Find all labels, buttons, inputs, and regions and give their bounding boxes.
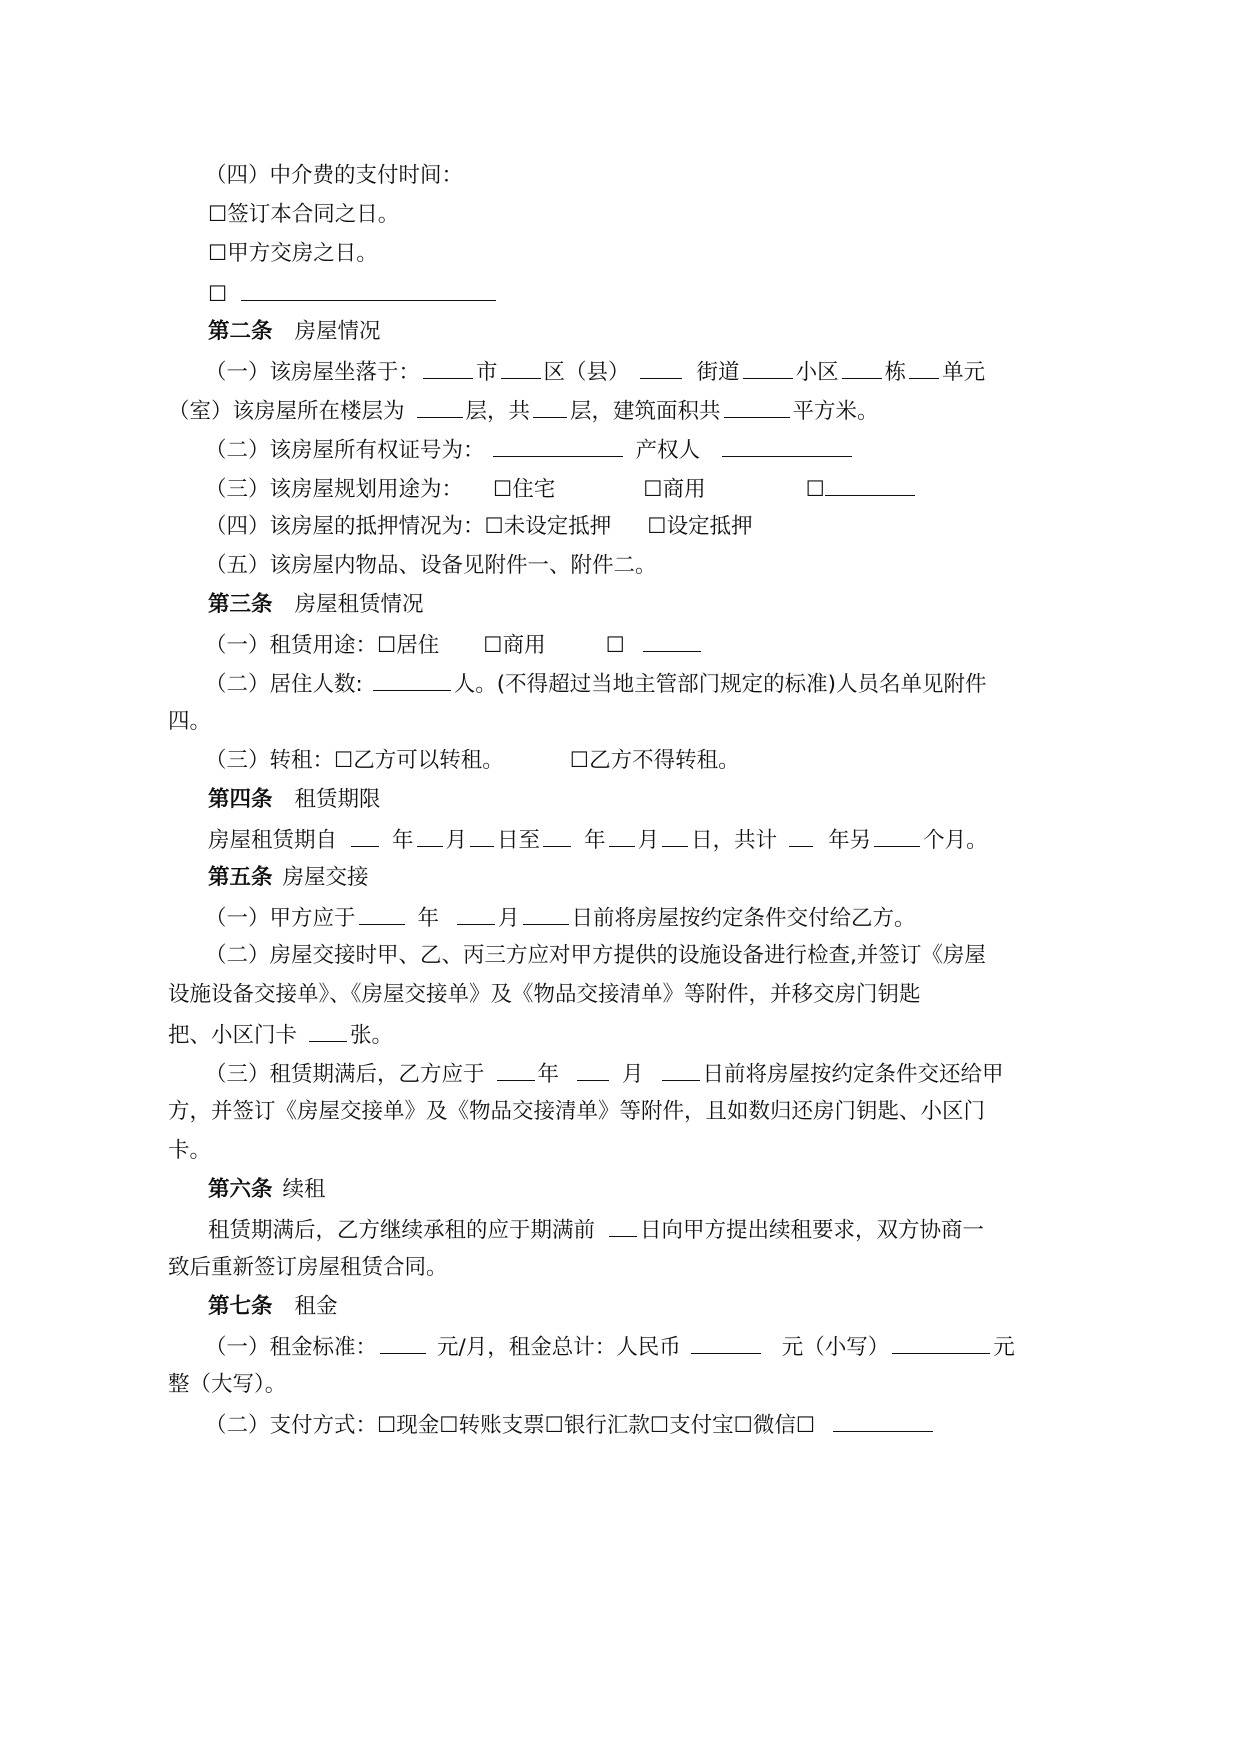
floor-blank[interactable] bbox=[417, 395, 463, 418]
total-rent-figures-blank[interactable] bbox=[691, 1331, 761, 1354]
purpose-residential-option[interactable]: ☐居住 bbox=[377, 633, 440, 658]
total-months-blank[interactable] bbox=[874, 824, 920, 847]
sublease-allowed-option[interactable]: ☐乙方可以转租。 bbox=[334, 748, 504, 773]
start-day-blank[interactable] bbox=[470, 824, 494, 847]
occupants-line-cont: 四。 bbox=[168, 709, 212, 734]
start-year-blank[interactable] bbox=[351, 824, 379, 847]
end-year-blank[interactable] bbox=[543, 824, 571, 847]
handover-inspection-line-1: （二）房屋交接时甲、乙、丙三方应对甲方提供的设施设备进行检查,并签订《房屋 bbox=[205, 943, 986, 968]
planned-use-line: （三）该房屋规划用途为： ☐住宅 ☐商用 ☐ bbox=[205, 473, 1240, 505]
renewal-line-1: 租赁期满后，乙方继续承租的应于期满前 日向甲方提出续租要求，双方协商一 bbox=[208, 1214, 1240, 1246]
appliances-line: （五）该房屋内物品、设备见附件一、附件二。 bbox=[205, 553, 657, 578]
handover-inspection-line-2: 设施设备交接单》、《房屋交接单》及《物品交接清单》等附件，并移交房门钥匙 bbox=[168, 982, 921, 1007]
total-years-blank[interactable] bbox=[789, 824, 813, 847]
agency-fee-option-handover-date[interactable]: ☐甲方交房之日。 bbox=[208, 241, 378, 266]
purpose-commercial-option[interactable]: ☐商用 bbox=[483, 633, 546, 658]
payment-method-options[interactable]: ☐现金☐转账支票☐银行汇款☐支付宝☐微信☐ bbox=[377, 1413, 816, 1438]
house-location-line: （一）该房屋坐落于： 市 区（县） 街道 小区 栋 单元 bbox=[205, 356, 1240, 388]
monthly-rent-blank[interactable] bbox=[380, 1331, 426, 1354]
total-floors-blank[interactable] bbox=[533, 395, 567, 418]
payment-method-line: （二）支付方式：☐现金☐转账支票☐银行汇款☐支付宝☐微信☐ bbox=[205, 1409, 1240, 1441]
use-residential-option[interactable]: ☐住宅 bbox=[493, 477, 556, 502]
end-month-blank[interactable] bbox=[609, 824, 635, 847]
handover-inspection-line-3: 把、小区门卡 张。 bbox=[168, 1019, 1240, 1051]
use-commercial-option[interactable]: ☐商用 bbox=[643, 477, 706, 502]
occupants-line: （二）居住人数: 人。(不得超过当地主管部门规定的标准)人员名单见附件 bbox=[205, 668, 1240, 700]
renewal-days-blank[interactable] bbox=[609, 1214, 637, 1237]
handover-month-blank[interactable] bbox=[457, 902, 495, 925]
community-blank[interactable] bbox=[743, 356, 793, 379]
agency-fee-option-other[interactable]: ☐ bbox=[208, 278, 1240, 310]
sublease-line: （三）转租：☐乙方可以转租。 ☐乙方不得转租。 bbox=[205, 748, 740, 773]
return-day-blank[interactable] bbox=[662, 1058, 700, 1081]
house-floor-line: （室）该房屋所在楼层为 层，共 层，建筑面积共 平方米。 bbox=[168, 395, 1240, 427]
use-other-blank[interactable] bbox=[825, 473, 915, 496]
article-6-heading: 第六条 续租 bbox=[208, 1177, 326, 1202]
purpose-other-blank[interactable] bbox=[643, 629, 701, 652]
keycard-count-blank[interactable] bbox=[309, 1019, 347, 1042]
start-month-blank[interactable] bbox=[417, 824, 443, 847]
use-other-option[interactable]: ☐ bbox=[805, 477, 825, 502]
return-line-2: 方，并签订《房屋交接单》及《物品交接清单》等附件，且如数归还房门钥匙、小区门 bbox=[168, 1099, 986, 1124]
agency-fee-other-blank[interactable] bbox=[241, 278, 496, 301]
rent-standard-line: （一）租金标准： 元/月，租金总计：人民币 元（小写） 元 bbox=[205, 1331, 1240, 1363]
district-blank[interactable] bbox=[501, 356, 541, 379]
return-month-blank[interactable] bbox=[577, 1058, 609, 1081]
renewal-line-2: 致后重新签订房屋租赁合同。 bbox=[168, 1255, 448, 1280]
mortgage-set-option[interactable]: ☐设定抵押 bbox=[647, 514, 753, 539]
mortgage-line: （四）该房屋的抵押情况为：☐未设定抵押 ☐设定抵押 bbox=[205, 514, 753, 539]
article-4-heading: 第四条 租赁期限 bbox=[208, 787, 381, 812]
lease-term-line: 房屋租赁期自 年 月 日至 年 月 日，共计 年另 个月。 bbox=[208, 824, 1240, 856]
purpose-other-option[interactable]: ☐ bbox=[605, 633, 625, 658]
agency-fee-option-sign-date[interactable]: ☐签订本合同之日。 bbox=[208, 202, 400, 227]
cert-number-blank[interactable] bbox=[493, 434, 623, 457]
handover-year-blank[interactable] bbox=[359, 902, 405, 925]
ownership-cert-line: （二）该房屋所有权证号为： 产权人 bbox=[205, 434, 1240, 466]
return-year-blank[interactable] bbox=[497, 1058, 535, 1081]
street-blank[interactable] bbox=[640, 356, 682, 379]
rent-standard-line-2: 整（大写）。 bbox=[168, 1372, 287, 1397]
handover-date-line: （一）甲方应于 年 月 日前将房屋按约定条件交付给乙方。 bbox=[205, 902, 1240, 934]
end-day-blank[interactable] bbox=[662, 824, 688, 847]
return-date-line: （三）租赁期满后，乙方应于 年 月 日前将房屋按约定条件交还给甲 bbox=[205, 1058, 1240, 1090]
return-line-3: 卡。 bbox=[168, 1138, 212, 1163]
article-7-heading: 第七条 租金 bbox=[208, 1294, 338, 1319]
article-2-heading: 第二条 房屋情况 bbox=[208, 319, 381, 344]
mortgage-none-option[interactable]: ☐未设定抵押 bbox=[484, 514, 612, 539]
building-blank[interactable] bbox=[842, 356, 882, 379]
city-blank[interactable] bbox=[423, 356, 473, 379]
payment-other-blank[interactable] bbox=[833, 1409, 933, 1432]
handover-day-blank[interactable] bbox=[523, 902, 569, 925]
owner-blank[interactable] bbox=[722, 434, 852, 457]
article-5-heading: 第五条 房屋交接 bbox=[208, 865, 369, 890]
article-3-heading: 第三条 房屋租赁情况 bbox=[208, 592, 424, 617]
unit-blank[interactable] bbox=[909, 356, 939, 379]
agency-fee-time-label: （四）中介费的支付时间： bbox=[205, 163, 464, 188]
occupants-blank[interactable] bbox=[373, 668, 451, 691]
total-rent-words-blank[interactable] bbox=[892, 1331, 990, 1354]
area-blank[interactable] bbox=[724, 395, 790, 418]
lease-purpose-line: （一）租赁用途：☐居住 ☐商用 ☐ bbox=[205, 629, 1240, 661]
sublease-forbidden-option[interactable]: ☐乙方不得转租。 bbox=[569, 748, 740, 773]
